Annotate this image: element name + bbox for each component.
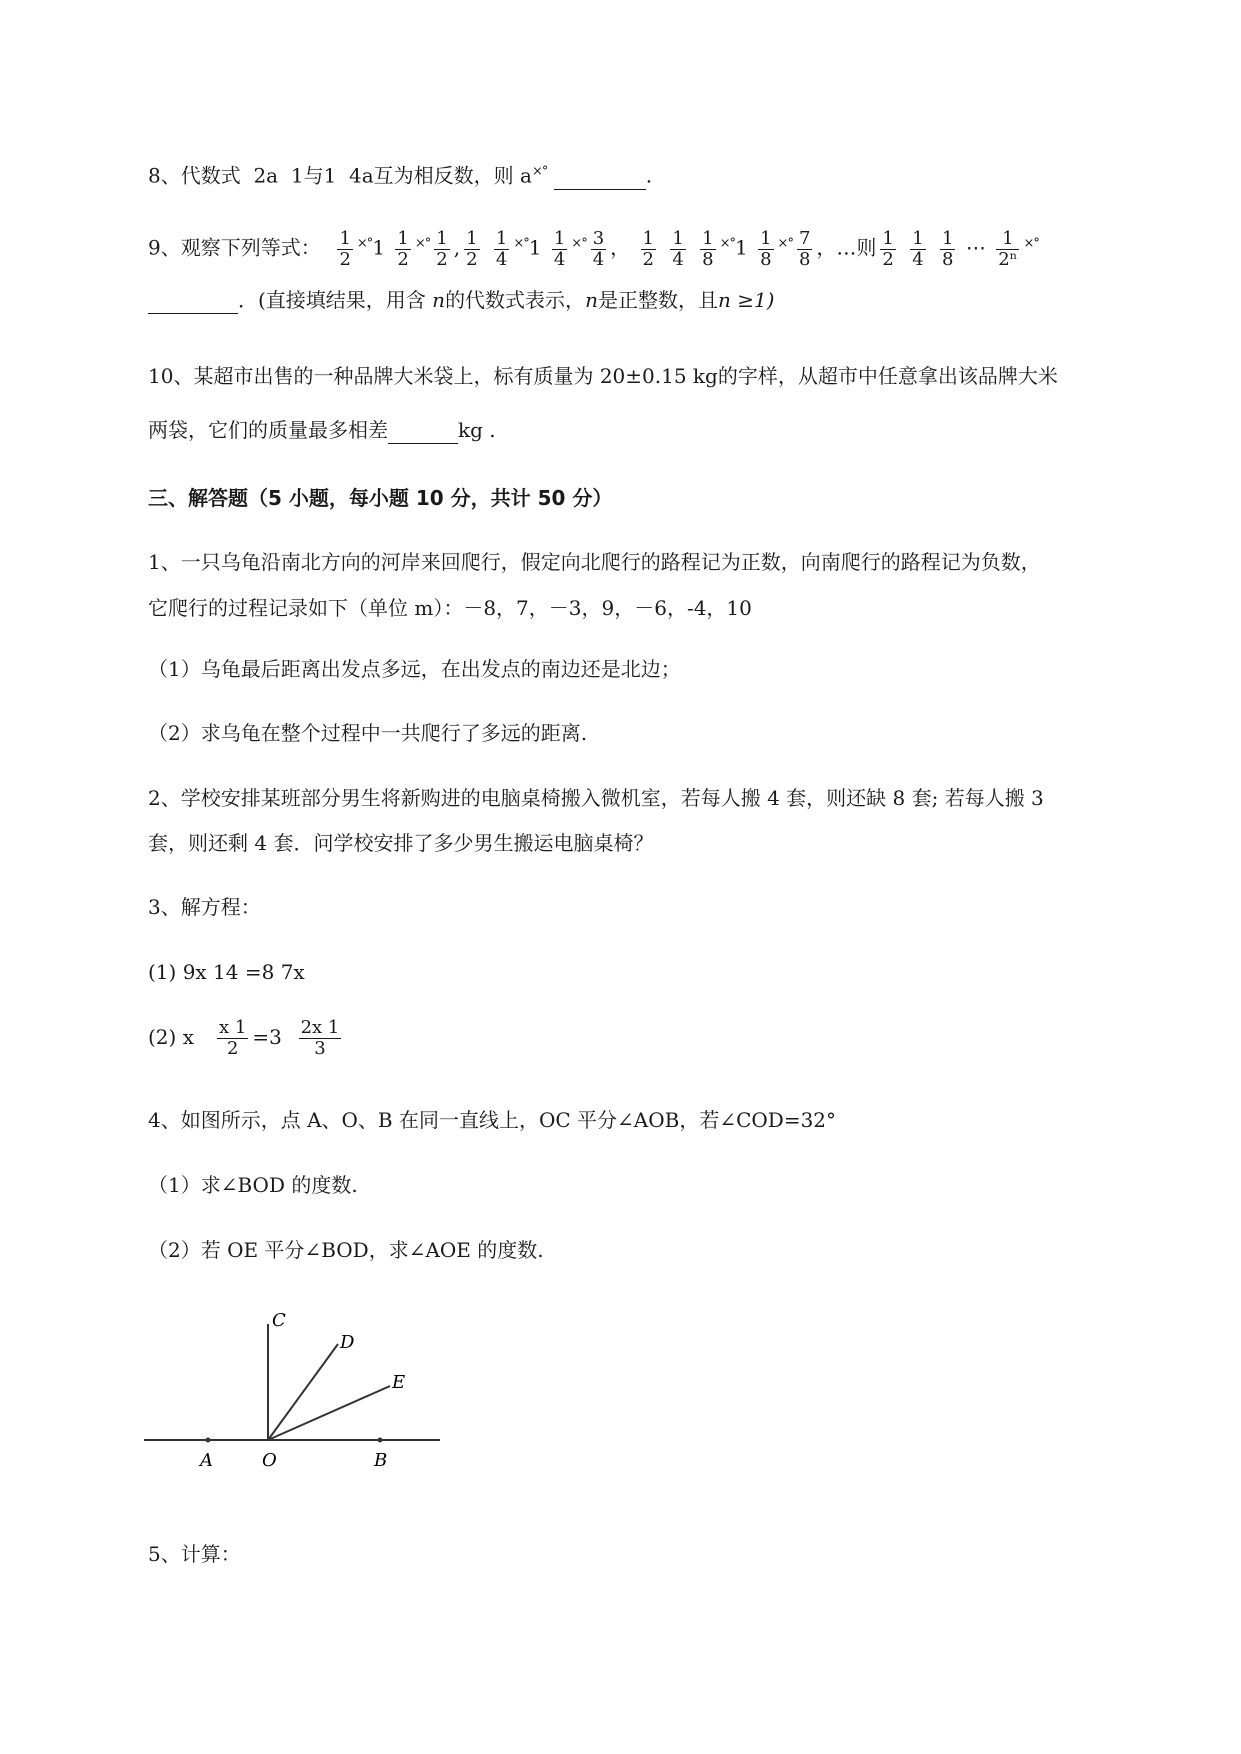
fraction: $\frac{1}{2}$	[642, 227, 654, 270]
fraction: $\frac{1}{8}$	[702, 227, 714, 270]
question-9: 9、观察下列等式： $\frac{1}{2}$ ×°1 $\frac{1}{2}$ ×° $\frac{1}{2}$ , $\frac{1}{2}$ $\frac{1}{4}$ ×°1 $\frac{1}{4}$ ×° $\frac{3}{4}$ ， $\frac{1}{2}$ $\frac{1}{4}$ $\frac{1}{8}$ ×°1 $\frac{1}{8}$ ×° $\frac{7}{8}$ ，…则 $\frac{1}{2}$ $\frac{1}{4}$ $\frac{1}{8}$ ⋯ $\frac{1}{\text{2ⁿ}}$ ×°	[148, 227, 1039, 270]
equation-1: (1) 9x 14 =8 7x	[148, 960, 305, 984]
fraction: $\frac{1}{8}$	[760, 227, 772, 270]
section-title: 三、解答题（5 小题，每小题 10 分，共计 50 分）	[148, 486, 613, 510]
point-A	[206, 1438, 211, 1443]
fraction: $\frac{1}{2}$	[436, 227, 448, 270]
fraction: $\frac{1}{2}$	[397, 227, 409, 270]
ray-OE	[268, 1386, 390, 1440]
label-D: D	[340, 1332, 355, 1353]
label-O: O	[262, 1450, 277, 1471]
question-9-line2: ．(直接填结果，用含 n的代数式表示，n是正整数，且n ≥1)	[148, 286, 774, 314]
label-C: C	[272, 1310, 286, 1331]
angle-figure	[140, 1308, 460, 1498]
question-10-line2: 两袋，它们的质量最多相差 kg .	[148, 418, 496, 442]
label-B: B	[374, 1450, 388, 1471]
label-E: E	[392, 1372, 406, 1393]
problem-4-sub1: （1）求∠BOD 的度数.	[148, 1173, 358, 1197]
problem-2-line2: 套，则还剩 4 套．问学校安排了多少男生搬运电脑桌椅？	[148, 831, 654, 855]
fraction: $\frac{2x 1}{3}$	[300, 1017, 340, 1059]
problem-4-line1: 4、如图所示，点 A、O、B 在同一直线上，OC 平分∠AOB，若∠COD=32°	[148, 1108, 837, 1132]
fraction: $\frac{1}{\text{2ⁿ}}$	[998, 227, 1018, 270]
fraction: $\frac{1}{4}$	[912, 227, 924, 270]
answer-blank[interactable]	[554, 169, 646, 190]
problem-4-sub2: （2）若 OE 平分∠BOD，求∠AOE 的度数.	[148, 1238, 544, 1262]
fraction: $\frac{3}{4}$	[592, 227, 605, 270]
fraction: $\frac{1}{2}$	[339, 227, 351, 270]
point-B	[378, 1438, 383, 1443]
problem-3-title: 3、解方程：	[148, 895, 261, 919]
problem-5-title: 5、计算：	[148, 1542, 241, 1566]
fraction: $\frac{1}{8}$	[942, 227, 954, 270]
label-A: A	[200, 1450, 213, 1471]
fraction: $\frac{x 1}{2}$	[219, 1017, 247, 1059]
fraction: $\frac{1}{2}$	[882, 227, 894, 270]
fraction: $\frac{7}{8}$	[798, 227, 811, 270]
question-10: 10、某超市出售的一种品牌大米袋上，标有质量为 20±0.15 kg的字样，从超市中任意拿出该品牌大米	[148, 364, 1058, 388]
problem-1-sub1: （1）乌龟最后距离出发点多远，在出发点的南边还是北边；	[148, 657, 681, 681]
problem-1-sub2: （2）求乌龟在整个过程中一共爬行了多远的距离.	[148, 721, 588, 745]
equation-2: (2) x $\frac{x 1}{2}$ =3 $\frac{2x 1}{3}$	[148, 1017, 340, 1059]
question-8: 8、代数式 2a 1与1 4a互为相反数，则 a×° .	[148, 163, 653, 188]
fraction: $\frac{1}{2}$	[466, 227, 478, 270]
fraction: $\frac{1}{4}$	[495, 227, 508, 270]
problem-2-line1: 2、学校安排某班部分男生将新购进的电脑桌椅搬入微机室，若每人搬 4 套，则还缺 8 套; 若每人搬 3	[148, 786, 1044, 810]
problem-1-line1: 1、一只乌龟沿南北方向的河岸来回爬行，假定向北爬行的路程记为正数，向南爬行的路程记为负数，	[148, 550, 1041, 574]
answer-blank[interactable]	[388, 423, 458, 444]
fraction: $\frac{1}{4}$	[553, 227, 566, 270]
answer-blank[interactable]	[148, 293, 238, 314]
fraction: $\frac{1}{4}$	[672, 227, 684, 270]
problem-1-line2: 它爬行的过程记录如下（单位 m）：－8，7，－3，9，－6，-4，10	[148, 596, 752, 620]
